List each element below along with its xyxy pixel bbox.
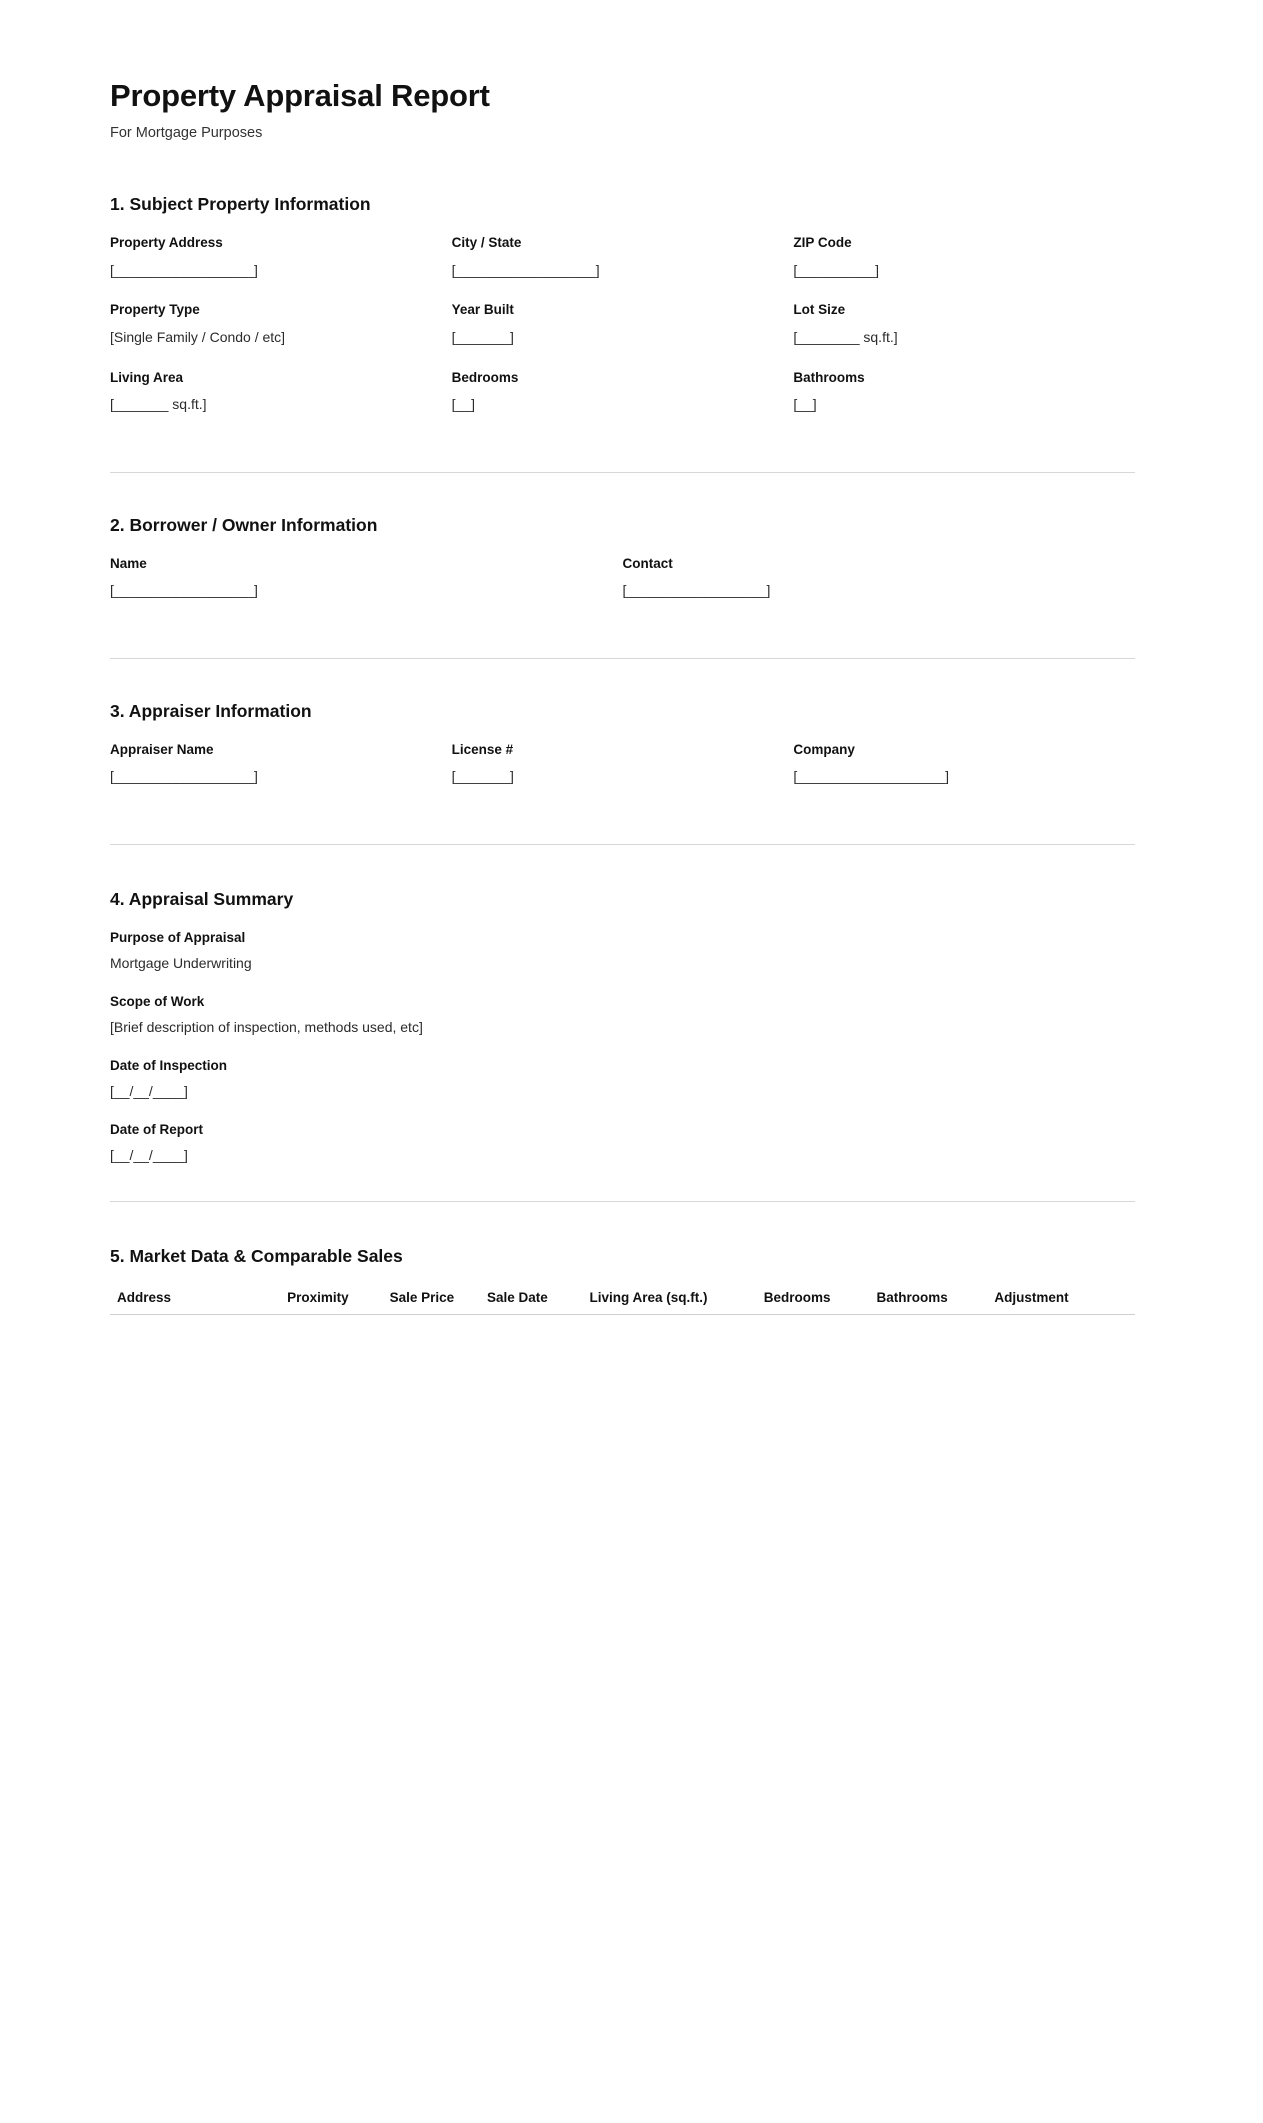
field-company [793,741,1135,808]
field-label-city-state: City / State [451,235,522,251]
document-header [110,78,1135,142]
block-purpose-of-appraisal [110,929,1135,973]
block-date-of-inspection [110,1057,1135,1101]
column-header-sale-price[interactable]: Sale Price [382,1286,479,1315]
section-borrower-owner [110,515,1135,622]
table-header-row [110,1286,1135,1315]
field-value-bedrooms[interactable]: [__] [451,395,476,412]
field-license-number [452,741,794,808]
field-year-built [452,301,794,368]
field-label-borrower-name: Name [110,555,147,571]
appraiser-field-grid [110,741,1135,808]
field-label-property-type: Property Type [110,302,200,318]
subject-property-field-grid [110,234,1135,435]
field-value-property-type[interactable]: [Single Family / Condo / etc] [110,328,286,345]
field-property-type [110,301,452,368]
field-value-city-state[interactable]: [__________________] [451,261,600,278]
page-subtitle: For Mortgage Purposes [110,124,263,141]
field-value-living-area[interactable]: [_______ sq.ft.] [110,395,207,412]
column-header-bedrooms[interactable]: Bedrooms [756,1286,869,1315]
field-label-purpose-of-appraisal: Purpose of Appraisal [110,929,246,945]
field-value-borrower-name[interactable]: [__________________] [110,581,258,598]
borrower-field-grid [110,555,1135,622]
section-divider-4 [110,1201,1135,1202]
field-bathrooms [793,369,1135,436]
field-zip-code [793,234,1135,301]
section-heading-borrower-owner: 2. Borrower / Owner Information [110,514,378,535]
column-header-bathrooms[interactable]: Bathrooms [869,1286,987,1315]
field-value-scope-of-work[interactable]: [Brief description of inspection, methods used, etc] [110,1018,423,1035]
field-value-license-number[interactable]: [_______] [451,767,514,784]
section-appraiser-information [110,701,1135,808]
field-living-area [110,369,452,436]
field-borrower-name [110,555,623,622]
column-header-address[interactable]: Address [110,1286,279,1315]
field-label-bathrooms: Bathrooms [793,369,865,385]
field-label-living-area: Living Area [110,369,184,385]
field-label-bedrooms: Bedrooms [451,369,519,385]
block-scope-of-work [110,993,1135,1037]
field-value-zip-code[interactable]: [__________] [793,261,879,278]
column-header-living-area[interactable]: Living Area (sq.ft.) [582,1286,756,1315]
comparable-sales-table [110,1286,1135,1315]
page-title: Property Appraisal Report [110,78,490,113]
field-borrower-contact [623,555,1136,622]
comparable-sales-table-head [110,1286,1135,1315]
field-property-address [110,234,452,301]
field-bedrooms [452,369,794,436]
section-heading-appraiser-information: 3. Appraiser Information [110,700,312,721]
field-label-appraiser-name: Appraiser Name [110,741,214,757]
column-header-proximity[interactable]: Proximity [279,1286,382,1315]
section-subject-property [110,194,1135,435]
section-heading-appraisal-summary: 4. Appraisal Summary [110,888,294,909]
field-label-year-built: Year Built [451,302,514,318]
section-heading-subject-property: 1. Subject Property Information [110,194,371,215]
field-appraiser-name [110,741,452,808]
field-label-lot-size: Lot Size [793,302,846,318]
section-appraisal-summary [110,889,1135,1165]
field-value-date-of-inspection[interactable]: [__/__/____] [110,1082,188,1099]
section-heading-market-data: 5. Market Data & Comparable Sales [110,1245,403,1266]
field-label-property-address: Property Address [110,235,223,251]
field-label-company: Company [793,741,855,757]
section-divider-2 [110,658,1135,659]
section-divider-3 [110,844,1135,845]
section-market-data [110,1246,1135,1315]
field-value-lot-size[interactable]: [________ sq.ft.] [793,328,898,345]
field-label-borrower-contact: Contact [622,555,673,571]
field-label-scope-of-work: Scope of Work [110,993,205,1009]
field-label-license-number: License # [451,741,514,757]
field-city-state [452,234,794,301]
field-label-date-of-inspection: Date of Inspection [110,1057,228,1073]
block-date-of-report [110,1121,1135,1165]
field-value-date-of-report[interactable]: [__/__/____] [110,1147,188,1164]
field-value-borrower-contact[interactable]: [__________________] [622,581,771,598]
field-value-purpose-of-appraisal[interactable]: Mortgage Underwriting [110,954,252,971]
field-label-date-of-report: Date of Report [110,1121,204,1137]
column-header-adjustment[interactable]: Adjustment [986,1286,1135,1315]
field-value-company[interactable]: [___________________] [793,767,950,784]
section-divider-1 [110,472,1135,473]
document-content [110,78,1135,1315]
field-lot-size [793,301,1135,368]
column-header-sale-date[interactable]: Sale Date [479,1286,582,1315]
field-value-year-built[interactable]: [_______] [451,328,514,345]
field-value-bathrooms[interactable]: [__] [793,395,817,412]
field-value-property-address[interactable]: [__________________] [110,261,258,278]
field-label-zip-code: ZIP Code [793,235,852,251]
field-value-appraiser-name[interactable]: [__________________] [110,767,258,784]
